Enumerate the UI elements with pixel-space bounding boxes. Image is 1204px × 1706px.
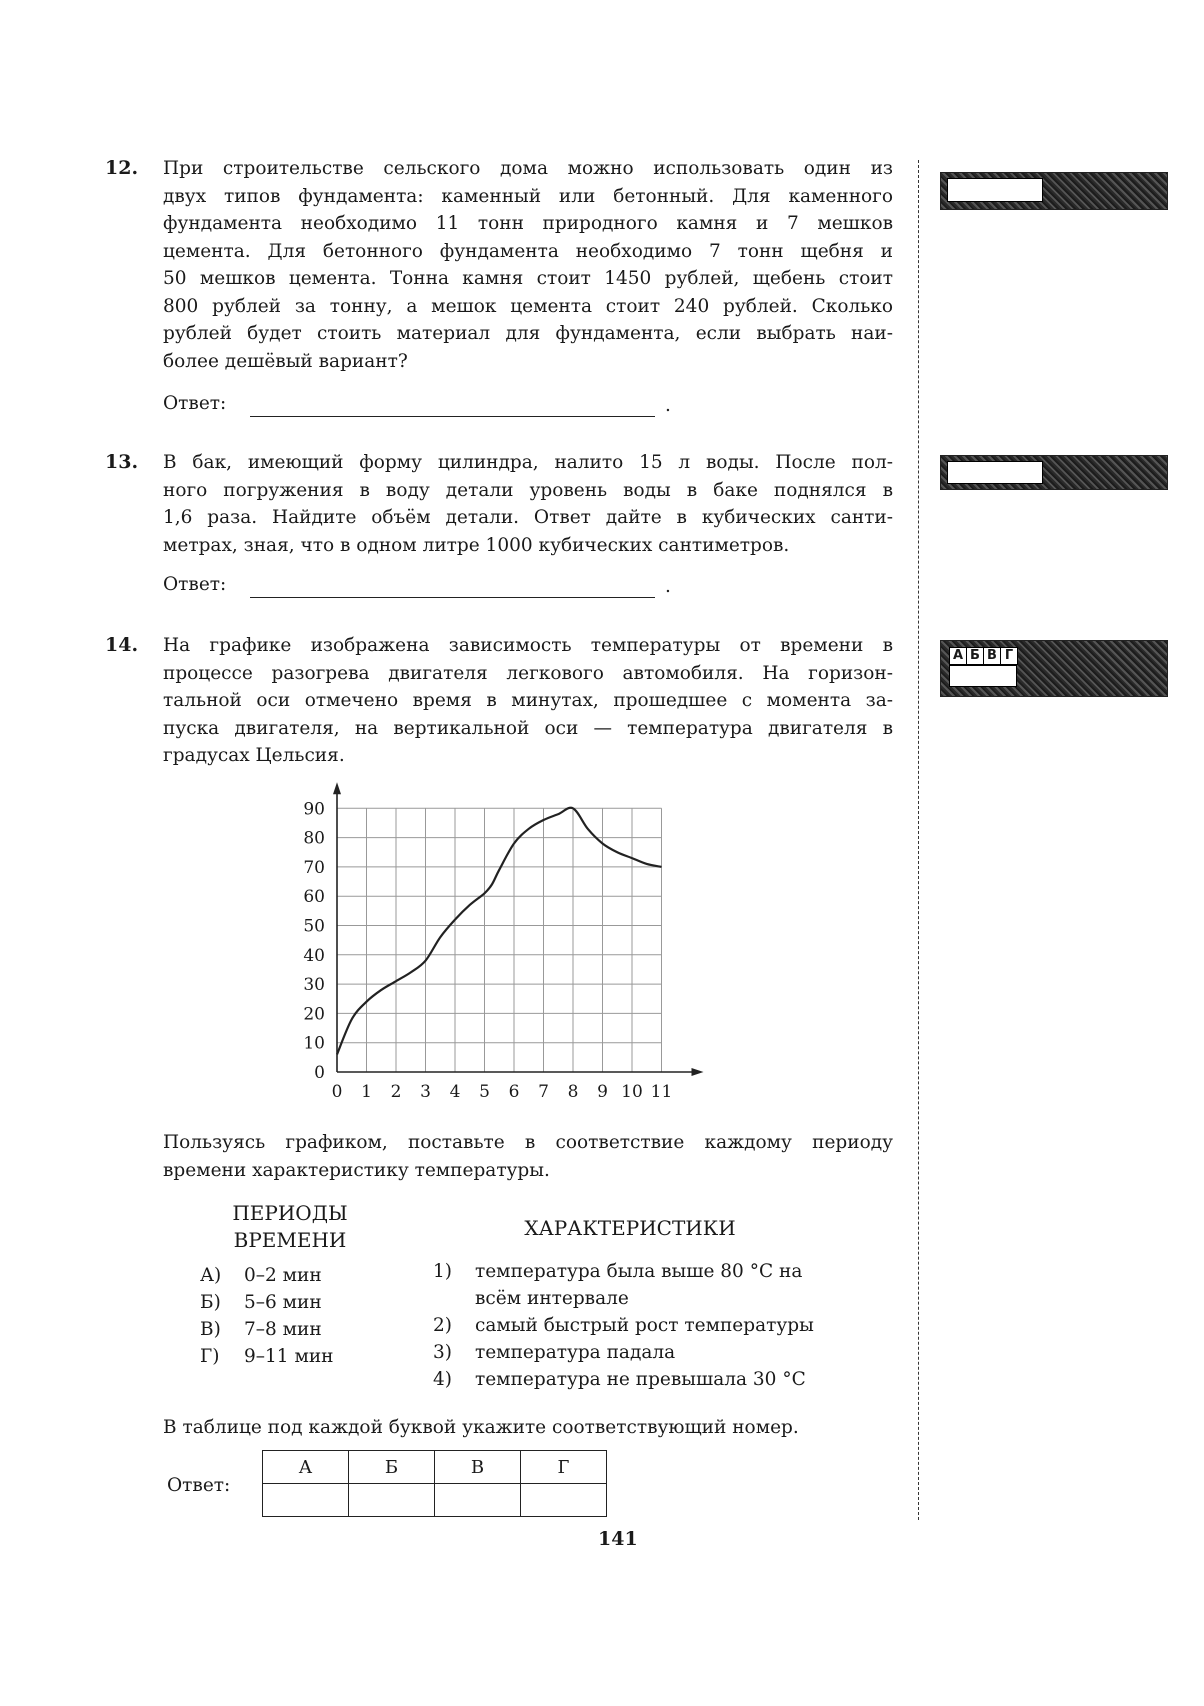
- period-item: [200, 1343, 334, 1370]
- period-letter: В): [200, 1319, 221, 1340]
- text-line: 1,6 раза. Найдите объём детали. Ответ дайте в кубических санти-: [163, 507, 893, 528]
- characteristic-item: [433, 1339, 814, 1366]
- y-tick-label: 40: [303, 945, 325, 966]
- period-letter: А): [200, 1265, 222, 1286]
- text-line: процессе разогрева двигателя легкового автомобиля. На горизон-: [163, 662, 893, 684]
- x-tick-label: 8: [567, 1082, 579, 1102]
- page-number: 141: [598, 1528, 638, 1550]
- x-tick-label: 1: [361, 1082, 372, 1102]
- problem-12-text: [163, 155, 893, 375]
- y-tick-label: 60: [303, 887, 325, 908]
- x-tick-label: 5: [479, 1082, 490, 1102]
- text-line: цемента. Для бетонного фундамента необходимо 7 тонн щебня и: [163, 240, 893, 262]
- x-tick-label: 3: [420, 1082, 431, 1102]
- temperature-series-line: [337, 808, 662, 1055]
- characteristics-header: ХАРАКТЕРИСТИКИ: [524, 1216, 736, 1240]
- y-axis-arrow: [333, 782, 341, 794]
- text-line: 800 рублей за тонну, а мешок цемента стоит 240 рублей. Сколько: [163, 295, 893, 317]
- period-letter: Г): [200, 1346, 220, 1367]
- marker-letter: Б: [967, 648, 984, 664]
- text-line: более дешёвый вариант?: [163, 350, 408, 372]
- characteristic-number: 3): [433, 1342, 452, 1363]
- answer-table-input-row: [263, 1484, 607, 1517]
- text-line: тальной оси отмечено время в минутах, прошедшее с момента за-: [163, 690, 893, 711]
- temperature-chart: [280, 775, 720, 1115]
- problem-14-number: 14.: [105, 634, 139, 656]
- y-tick-label: 20: [303, 1004, 325, 1025]
- characteristics-list: [433, 1258, 814, 1393]
- problem-12-answer-field[interactable]: [250, 416, 655, 417]
- marker-letter: Г: [1004, 648, 1014, 663]
- characteristic-number: 4): [433, 1369, 452, 1390]
- x-tick-label: 9: [597, 1082, 608, 1102]
- periods-header-line-2: ВРЕМЕНИ: [233, 1228, 347, 1252]
- x-tick-label: 10: [621, 1082, 643, 1102]
- problem-14-answer-label: Ответ:: [167, 1475, 231, 1496]
- margin-rule: [918, 160, 919, 1520]
- characteristic-item-cont: [433, 1285, 814, 1312]
- characteristic-text: температура падала: [475, 1342, 676, 1363]
- characteristic-item: [433, 1366, 814, 1393]
- problem-13-number: 13.: [105, 451, 139, 473]
- answer-table-header: А: [263, 1451, 349, 1484]
- period-text: 5–6 мин: [244, 1292, 322, 1313]
- problem-12-number: 12.: [105, 157, 139, 179]
- answer-table-header-row: [263, 1451, 607, 1484]
- table-instruction: В таблице под каждой буквой укажите соответствующий номер.: [163, 1417, 799, 1438]
- characteristic-item: [433, 1312, 814, 1339]
- periods-header: [215, 1200, 365, 1254]
- text-line: градусах Цельсия.: [163, 745, 345, 766]
- text-line: пуска двигателя, на вертикальной оси — температура двигателя в: [163, 717, 893, 739]
- periods-list: [200, 1262, 334, 1370]
- y-tick-label: 80: [303, 828, 325, 849]
- characteristic-number: 2): [433, 1315, 452, 1336]
- answer-cell-b[interactable]: [349, 1484, 435, 1517]
- margin-marker-13: [940, 455, 1168, 490]
- answer-table: [262, 1450, 607, 1517]
- answer-table-header: В: [435, 1451, 521, 1484]
- text-line: В бак, имеющий форму цилиндра, налито 15 л воды. После пол-: [163, 452, 893, 473]
- text-line: На графике изображена зависимость температуры от времени в: [163, 635, 893, 656]
- x-axis-arrow: [692, 1068, 704, 1076]
- text-line: метрах, зная, что в одном литре 1000 кубических сантиметров.: [163, 534, 790, 556]
- y-tick-label: 10: [303, 1033, 325, 1054]
- problem-13-text: [163, 449, 893, 559]
- text-line: фундамента необходимо 11 тонн природного камня и 7 мешков: [163, 213, 893, 234]
- x-tick-label: 6: [508, 1082, 520, 1102]
- y-tick-label: 90: [303, 799, 325, 820]
- problem-12-answer-period: .: [665, 395, 671, 416]
- period-item: [200, 1262, 334, 1289]
- characteristic-item: [433, 1258, 814, 1285]
- period-letter: Б): [200, 1292, 221, 1313]
- y-tick-label: 0: [314, 1063, 325, 1083]
- problem-13-answer-field[interactable]: [250, 597, 655, 598]
- problem-14-instruction: [163, 1129, 893, 1184]
- x-tick-label: 7: [538, 1082, 549, 1102]
- problem-12-answer-label: Ответ:: [163, 393, 227, 414]
- problem-14-text: [163, 632, 893, 770]
- problem-13-answer-period: .: [665, 576, 671, 597]
- marker-letter: А: [950, 648, 967, 664]
- characteristic-text: всём интервале: [475, 1288, 629, 1309]
- periods-header-line-1: ПЕРИОДЫ: [232, 1201, 348, 1225]
- y-tick-label: 30: [303, 975, 325, 996]
- text-line: 50 мешков цемента. Тонна камня стоит 1450 рублей, щебень стоит: [163, 268, 893, 289]
- period-item: [200, 1316, 334, 1343]
- period-text: 7–8 мин: [244, 1319, 322, 1340]
- y-tick-label: 50: [303, 916, 325, 937]
- text-line: времени характеристику температуры.: [163, 1159, 550, 1181]
- period-item: [200, 1289, 334, 1316]
- answer-cell-a[interactable]: [263, 1484, 349, 1517]
- period-text: 0–2 мин: [244, 1265, 322, 1286]
- characteristic-text: самый быстрый рост температуры: [475, 1315, 814, 1336]
- margin-marker-12: [940, 172, 1168, 210]
- text-line: рублей будет стоить материал для фундамента, если выбрать наи-: [163, 323, 893, 344]
- marker-letter: В: [984, 648, 1001, 664]
- text-line: Пользуясь графиком, поставьте в соответствие каждому периоду: [163, 1132, 893, 1153]
- text-line: При строительстве сельского дома можно использовать один из: [163, 158, 893, 179]
- characteristic-text: температура не превышала 30 °С: [475, 1369, 806, 1390]
- x-tick-label: 4: [449, 1082, 461, 1102]
- answer-table-header: Г: [521, 1451, 607, 1484]
- problem-13-answer-label: Ответ:: [163, 574, 227, 595]
- period-text: 9–11 мин: [244, 1346, 334, 1367]
- x-tick-label: 11: [650, 1082, 673, 1102]
- y-tick-label: 70: [303, 857, 325, 878]
- characteristic-number: 1): [433, 1261, 452, 1282]
- x-tick-label: 0: [331, 1082, 343, 1102]
- answer-cell-v[interactable]: [435, 1484, 521, 1517]
- characteristic-text: температура была выше 80 °С на: [475, 1261, 803, 1282]
- x-tick-label: 2: [390, 1082, 402, 1102]
- text-line: ного погружения в воду детали уровень воды в баке поднялся в: [163, 479, 893, 501]
- answer-cell-g[interactable]: [521, 1484, 607, 1517]
- text-line: двух типов фундамента: каменный или бетонный. Для каменного: [163, 185, 893, 207]
- margin-marker-14: [940, 640, 1168, 697]
- answer-table-header: Б: [349, 1451, 435, 1484]
